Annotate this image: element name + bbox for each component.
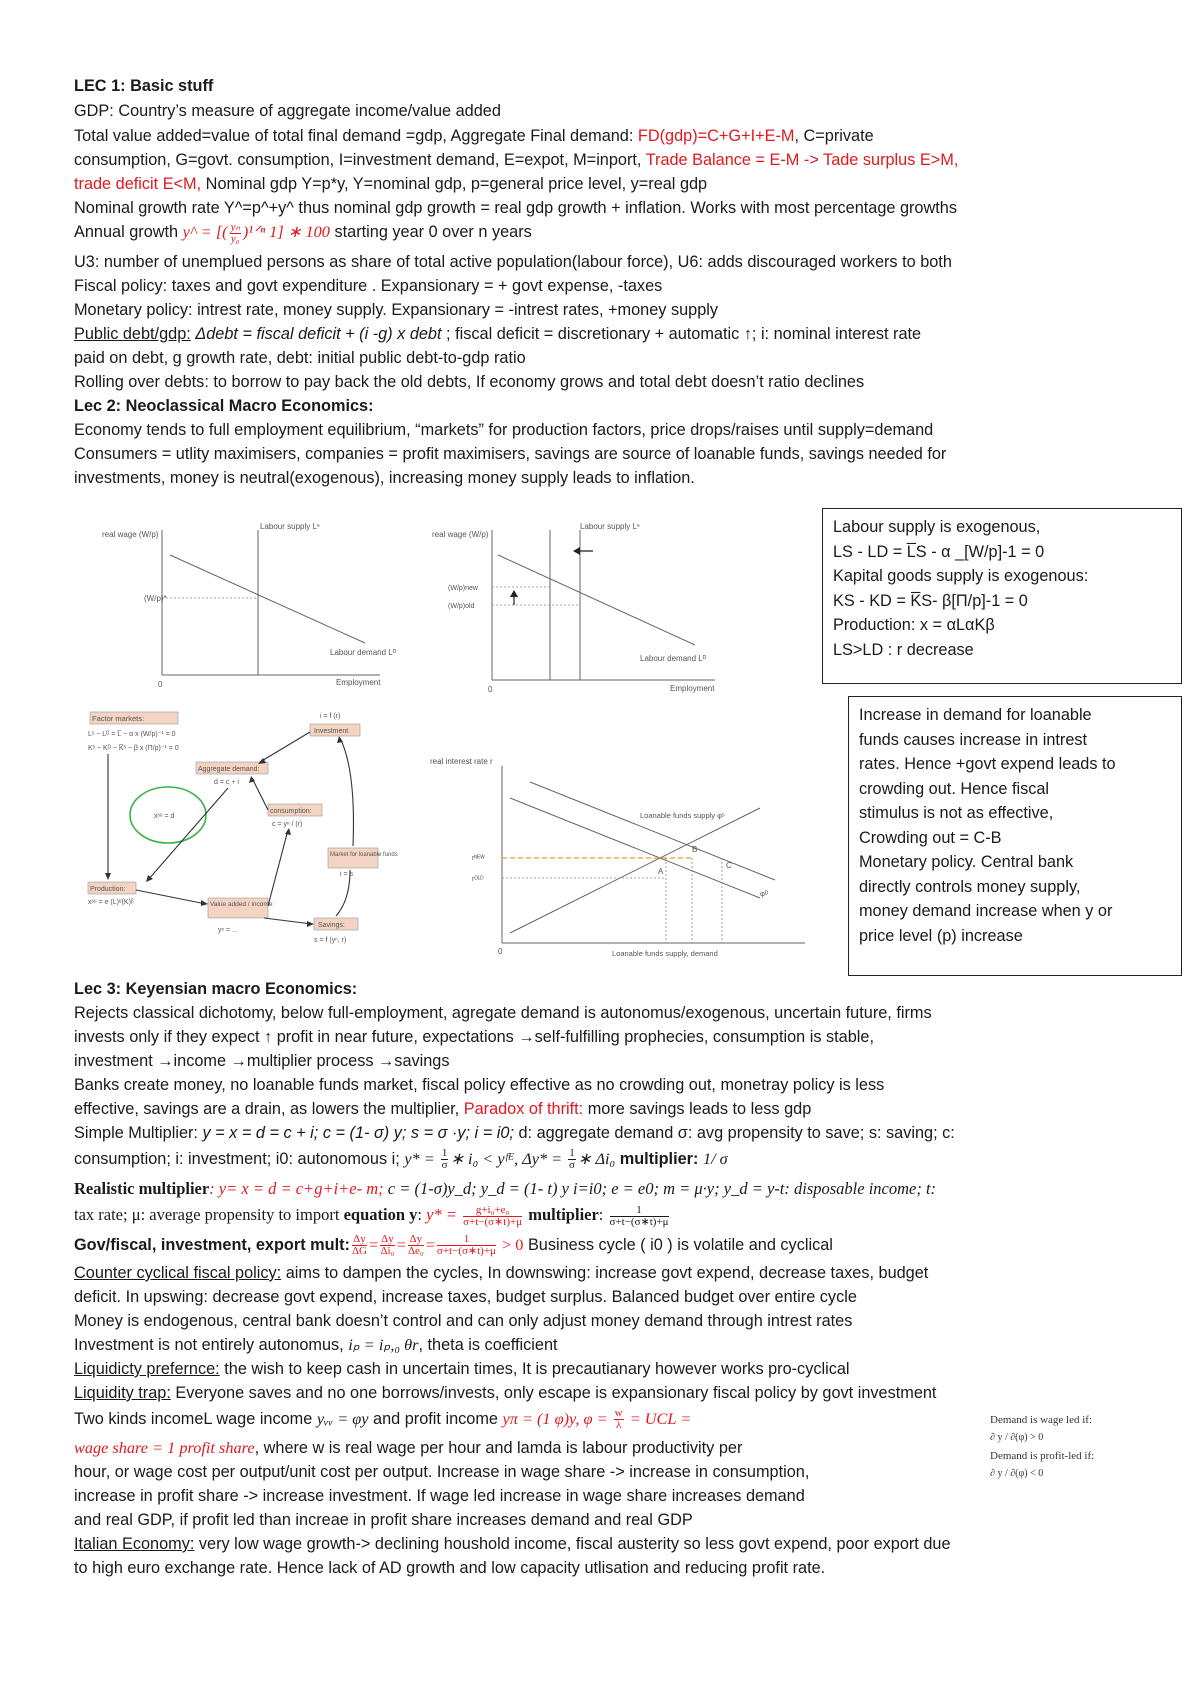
lec1-debt bbox=[74, 322, 921, 346]
text: consumption; i: investment; i0: autonomous i; bbox=[74, 1150, 405, 1168]
text: starting year 0 over n years bbox=[329, 223, 532, 241]
box-line: directly controls money supply, bbox=[859, 877, 1081, 896]
labour-demand-line bbox=[170, 555, 365, 643]
lec1-total-value-line bbox=[74, 124, 874, 148]
greater-than-zero: > 0 bbox=[497, 1235, 524, 1254]
labour-demand-line bbox=[498, 555, 695, 645]
flow-arrows bbox=[108, 732, 353, 924]
text: consumption, G=govt. consumption, I=investment demand, E=expot, M=inport, bbox=[74, 151, 646, 169]
paradox-of-thrift: Paradox of thrift: bbox=[463, 1100, 584, 1118]
box-line: KS - KD = K̅S- β[Π/p]-1 = 0 bbox=[833, 591, 1028, 610]
lec2-line2: Consumers = utlity maximisers, companies = profit maximisers, savings are source of loanable funds, savings needed for bbox=[74, 445, 947, 463]
factor-eq-1: Lˢ − Lᴰ = L̅ − α x (W/p)⁻¹ = 0 bbox=[88, 731, 176, 738]
text: Total value added=value of total final demand =gdp, Aggregate Final demand: bbox=[74, 127, 638, 145]
lec1-fiscal: Fiscal policy: taxes and govt expenditure . Expansionary = + govt expense, -taxes bbox=[74, 277, 663, 295]
numerator: Δy bbox=[409, 1233, 423, 1246]
denominator: ΔG bbox=[351, 1245, 367, 1258]
production-label: Production: bbox=[90, 886, 126, 893]
lec3-title: Lec 3: Keyensian macro Economics: bbox=[74, 980, 358, 998]
numerator: w bbox=[614, 1407, 623, 1420]
denominator: σ bbox=[441, 1159, 448, 1172]
text: d: aggregate demand σ: avg propensity to save; s: saving; c: bbox=[513, 1124, 955, 1142]
text: the wish to keep cash in uncertain times, It is precautianary however works pro-cyclical bbox=[219, 1360, 850, 1378]
consumption-eq: c = yⁿ / (r) bbox=[272, 821, 303, 828]
point-b: B bbox=[692, 845, 698, 854]
consumption-label: consumption: bbox=[270, 808, 312, 815]
production-eq: xˢᵘ = e (L)ᵅ(K)ᵝ bbox=[88, 899, 134, 906]
shift-arrow-head bbox=[573, 547, 580, 555]
box-line: Production: x = αLαKβ bbox=[833, 616, 995, 634]
lec2-line1: Economy tends to full employment equilibrium, “markets” for production factors, price drops/raises until supply=demand bbox=[74, 421, 934, 439]
box-line: Monetary policy. Central bank bbox=[859, 853, 1074, 871]
final-demand-formula: FD(gdp)=C+G+I+E-M bbox=[637, 127, 795, 145]
text: very low wage growth-> declining houshold income, fiscal austerity so less govt expend, poor export due bbox=[194, 1535, 951, 1553]
multiplier-label: multiplier: bbox=[615, 1150, 703, 1168]
fraction bbox=[610, 1205, 669, 1228]
value-added-eq: yⁿ = ... bbox=[218, 927, 238, 934]
arrow-head bbox=[337, 736, 343, 743]
lec1-growth: Nominal growth rate Y^=p^+y^ thus nominal gdp growth = real gdp growth + inflation. Works with most percentage growths bbox=[74, 199, 957, 217]
lec1-annual-growth bbox=[74, 220, 532, 245]
labour-market-graph-1 bbox=[100, 515, 397, 690]
neoclassical-flow-diagram bbox=[88, 710, 398, 950]
fraction bbox=[437, 1234, 496, 1257]
point-c: C bbox=[726, 861, 732, 870]
lec1-u3: U3: number of unemplued persons as share of total active population(labour force), U6: adds discouraged workers to both bbox=[74, 253, 952, 271]
wage-led-label: Demand is wage led if: bbox=[990, 1414, 1093, 1426]
lec3-italian-economy-2: to high euro exchange rate. Hence lack of AD growth and low capacity utlisation and reducing profit rate. bbox=[74, 1559, 826, 1577]
loanable-funds-market-eq: i = s bbox=[340, 871, 354, 878]
lec3-counter-cyclical-2: deficit. In upswing: decrease govt expend, increase taxes, budget surplus. Balanced budget over entire cycle bbox=[74, 1288, 857, 1306]
box-line: Crowding out = C-B bbox=[859, 828, 1002, 847]
arrow-head bbox=[105, 873, 111, 880]
text: Business cycle ( i0 ) is volatile and cyclical bbox=[523, 1236, 833, 1254]
lec3-line1: Rejects classical dichotomy, below full-employment, agregate demand is autonomus/exogenous, uncertain future, firms bbox=[74, 1004, 932, 1022]
realistic-multiplier-label: Realistic multiplier bbox=[74, 1179, 210, 1198]
fraction bbox=[441, 1148, 449, 1171]
box-line: Labour supply is exogenous, bbox=[833, 518, 1041, 536]
arrow bbox=[148, 788, 228, 880]
equals: = bbox=[396, 1235, 406, 1254]
equals: = bbox=[425, 1235, 435, 1254]
realistic-equation: : y= x = d = c+g+i+e- m; bbox=[209, 1179, 384, 1198]
box-line: funds causes increase in intrest bbox=[859, 730, 1088, 749]
formula-part: ∗ i₀ < yᶠᴱ, bbox=[450, 1149, 519, 1168]
denominator: Δi₀ bbox=[380, 1245, 395, 1258]
arrow bbox=[136, 890, 206, 904]
lec3-line5 bbox=[74, 1097, 811, 1121]
lec3-gov-multiplier bbox=[74, 1233, 833, 1257]
box-line: price level (p) increase bbox=[859, 926, 1023, 945]
box-line: Increase in demand for loanable bbox=[859, 706, 1092, 724]
savings-label: Savings: bbox=[318, 922, 345, 929]
arrow bbox=[260, 732, 310, 762]
lec3-investment bbox=[74, 1333, 558, 1357]
factor-eq-2: Kˢ − Kᴰ − K̅ˢ − β x (Π/p)⁻¹ = 0 bbox=[88, 745, 179, 752]
box-line: money demand increase when y or bbox=[859, 902, 1113, 920]
fraction bbox=[352, 1234, 367, 1257]
numerator: 1 bbox=[441, 1147, 448, 1160]
loanable-funds-box bbox=[848, 696, 1182, 976]
supply-label: Labour supply Lˢ bbox=[580, 522, 640, 531]
new-wage-tick: (W/p)new bbox=[448, 585, 478, 592]
numerator: Δy bbox=[353, 1233, 366, 1246]
box-line: LS>LD : r decrease bbox=[833, 640, 974, 659]
trade-balance: Trade Balance = E-M -> Tade surplus E>M, bbox=[645, 151, 959, 169]
arrow-head bbox=[201, 900, 208, 906]
text: aims to dampen the cycles, In downswing: increase govt expend, decrease taxes, budget bbox=[281, 1264, 929, 1282]
lec3-line2: invests only if they expect ↑ profit in near future, expectations →self-fulfilling prophecies, consumption is stable, bbox=[74, 1028, 874, 1046]
equilibrium-wage-tick: (W/p)* bbox=[144, 594, 167, 603]
text: : bbox=[417, 1205, 427, 1224]
text: and profit income bbox=[368, 1410, 503, 1428]
lec3-line4: Banks create money, no loanable funds market, fiscal policy effective as no crowding out, monetray policy is less bbox=[74, 1076, 885, 1094]
profit-income-formula: yπ = (1 φ)y, φ = bbox=[502, 1409, 612, 1428]
underlined-term: Public debt/gdp: bbox=[74, 325, 191, 343]
text: Two kinds incomeL wage income bbox=[74, 1410, 317, 1428]
lec3-wage-share-2: hour, or wage cost per output/unit cost per output. Increase in wage share -> increase in consumption, bbox=[74, 1463, 810, 1481]
loanable-funds-graph bbox=[430, 748, 810, 958]
labour-supply-box bbox=[822, 508, 1182, 684]
r-new-tick: rᴺᴱᵂ bbox=[472, 855, 485, 862]
lec2-title: Lec 2: Neoclassical Macro Economics: bbox=[74, 397, 374, 415]
lec3-liquidity-preference bbox=[74, 1357, 850, 1381]
y-axis-label: real wage (W/p) bbox=[432, 530, 489, 539]
aggregate-demand-title: Aggregate demand: bbox=[198, 766, 260, 773]
text: Investment is not entirely autonomus, bbox=[74, 1336, 349, 1354]
annual-growth-formula bbox=[182, 220, 330, 245]
lec3-wage-share-3: increase in profit share -> increase investment. If wage led increase in wage share increases demand bbox=[74, 1487, 805, 1505]
lec3-line3: investment →income →multiplier process →savings bbox=[74, 1052, 450, 1070]
fraction bbox=[463, 1205, 522, 1228]
lec3-two-kinds bbox=[74, 1407, 691, 1431]
formula-part: y* = bbox=[404, 1149, 439, 1168]
investment-formula: iₚ = iₚ,₀ θr bbox=[348, 1335, 419, 1354]
aggregate-demand-eq: d = c + i bbox=[214, 779, 239, 786]
fraction bbox=[408, 1234, 424, 1257]
factor-markets-title: Factor markets: bbox=[92, 714, 145, 723]
profit-led-formula: ∂ y / ∂(φ) < 0 bbox=[990, 1468, 1044, 1479]
wage-led-formula: ∂ y / ∂(φ) > 0 bbox=[990, 1432, 1044, 1443]
arrow-head bbox=[307, 921, 314, 927]
equals: = bbox=[368, 1235, 379, 1254]
investment-label: Investment bbox=[314, 728, 349, 735]
formula-part: )¹ᐟⁿ 1] ∗ 100 bbox=[242, 222, 330, 241]
multiplier-label: multiplier bbox=[524, 1205, 599, 1224]
formula-part: y^ = [( bbox=[182, 222, 228, 241]
denominator: Δe₀ bbox=[407, 1245, 424, 1258]
trade-deficit: trade deficit E<M, bbox=[74, 175, 202, 193]
text: , theta is coefficient bbox=[418, 1336, 558, 1354]
old-wage-tick: (W/p)old bbox=[448, 603, 475, 610]
box-line: LS - LD = L̅S - α _[W/p]-1 = 0 bbox=[833, 542, 1045, 561]
numerator: 1 bbox=[569, 1147, 575, 1160]
lec3-realistic-multiplier bbox=[74, 1177, 936, 1201]
lec1-gdp: GDP: Country’s measure of aggregate income/value added bbox=[74, 102, 501, 120]
denominator: σ bbox=[569, 1159, 575, 1172]
numerator: g+i₀+e₀ bbox=[463, 1205, 522, 1217]
lec1-rolling: Rolling over debts: to borrow to pay back the old debts, If economy grows and total debt doesn’t ratio declines bbox=[74, 373, 865, 391]
x-axis-label: Loanable funds supply, demand bbox=[612, 949, 718, 958]
denominator: σ+t−(σ∗t)+μ bbox=[463, 1215, 523, 1228]
box-line: Kapital goods supply is exogenous: bbox=[833, 567, 1089, 585]
supply-line bbox=[510, 808, 760, 933]
equation-label: equation y bbox=[343, 1205, 418, 1224]
lec3-tax-rate bbox=[74, 1203, 671, 1228]
text: ; fiscal deficit = discretionary + automatic ↑; i: nominal interest rate bbox=[441, 325, 922, 343]
numerator: Δy bbox=[381, 1233, 394, 1246]
fraction bbox=[380, 1234, 395, 1257]
fraction bbox=[614, 1408, 624, 1431]
box-line: stimulus is not as effective, bbox=[859, 804, 1054, 822]
text: Annual growth bbox=[74, 223, 183, 241]
investment-function: i = f (r) bbox=[320, 713, 341, 720]
denominator: λ bbox=[615, 1419, 622, 1432]
origin-label: 0 bbox=[488, 685, 493, 694]
numerator: 1 bbox=[437, 1234, 496, 1246]
underlined-term: Liquidicty prefernce: bbox=[74, 1360, 220, 1378]
text: Everyone saves and no one borrows/invests, only escape is expansionary fiscal policy by govt investment bbox=[170, 1384, 937, 1402]
demand-label: φᴰ bbox=[760, 889, 769, 898]
wage-share-formula: wage share = 1 profit share bbox=[74, 1438, 255, 1457]
x-axis-label: Employment bbox=[336, 678, 381, 687]
text: Nominal gdp Y=p*y, Y=nominal gdp, p=general price level, y=real gdp bbox=[201, 175, 708, 193]
lec1-consumption-line bbox=[74, 148, 958, 172]
text: effective, savings are a drain, as lowers the multiplier, bbox=[74, 1100, 464, 1118]
lec3-simple-multiplier-2 bbox=[74, 1147, 728, 1171]
text: , C=private bbox=[794, 127, 874, 145]
y-axis-label: real wage (W/p) bbox=[102, 530, 159, 539]
lec3-counter-cyclical bbox=[74, 1261, 928, 1285]
r-old-tick: rᴼᴸᴰ bbox=[472, 876, 484, 883]
value-added-label: Value added / income: bbox=[210, 901, 275, 908]
gov-multiplier-label: Gov/fiscal, investment, export mult: bbox=[74, 1236, 350, 1254]
simple-multiplier-equations: y = x = d = c + i; c = (1- σ) y; s = σ ·y; i = i0; bbox=[202, 1124, 514, 1142]
underlined-term: Italian Economy: bbox=[74, 1535, 195, 1553]
numerator: yₙ bbox=[230, 220, 240, 233]
new-demand-line bbox=[530, 782, 775, 880]
text: tax rate; μ: average propensity to import bbox=[74, 1205, 344, 1224]
box-line: rates. Hence +govt expend leads to bbox=[859, 755, 1116, 773]
formula-part: ∗ Δi₀ bbox=[577, 1149, 616, 1168]
lec3-italian-economy bbox=[74, 1532, 951, 1556]
box-line: crowding out. Hence fiscal bbox=[859, 779, 1050, 798]
circle-eq: xˢᵘ = d bbox=[154, 813, 175, 820]
lec1-debt2: paid on debt, g growth rate, debt: initial public debt-to-gdp ratio bbox=[74, 349, 526, 367]
arrow bbox=[264, 918, 312, 924]
demand-label: Labour demand Lᴰ bbox=[640, 654, 707, 663]
lec3-wage-share-4: and real GDP, if profit led than increae in profit share increases demand and real GDP bbox=[74, 1511, 693, 1529]
origin-label: 0 bbox=[158, 680, 163, 689]
denominator: σ+t−(σ∗t)+μ bbox=[436, 1245, 496, 1258]
denominator: y₀ bbox=[230, 232, 240, 245]
labour-market-graph-2 bbox=[430, 515, 720, 695]
fraction bbox=[230, 222, 241, 245]
point-a: A bbox=[658, 867, 664, 876]
arrow-head bbox=[285, 828, 291, 835]
lec3-liquidity-trap bbox=[74, 1381, 936, 1405]
loanable-funds-market-box bbox=[328, 848, 378, 868]
lec1-monetary: Monetary policy: intrest rate, money supply. Expansionary = -intrest rates, +money supply bbox=[74, 301, 719, 319]
denominator: σ+t−(σ∗t)+μ bbox=[609, 1215, 669, 1228]
text: c = (1-σ)y_d; y_d = (1- t) y i=i0; e = e0; m = μ·y; y_d = y-t: disposable income; t: bbox=[383, 1179, 937, 1198]
lec3-wage-share bbox=[74, 1436, 742, 1460]
x-axis-label: Employment bbox=[670, 684, 715, 693]
fraction bbox=[568, 1148, 576, 1171]
wage-income-formula: yᵥᵥ = φy bbox=[316, 1409, 369, 1428]
y-axis-label: real interest rate r bbox=[430, 757, 493, 766]
demand-label: Labour demand Lᴰ bbox=[330, 648, 397, 657]
rise-arrow-head bbox=[510, 590, 518, 597]
text: more savings leads to less gdp bbox=[583, 1100, 812, 1118]
lec1-deficit-line bbox=[74, 172, 707, 196]
colon: : bbox=[598, 1205, 608, 1224]
debt-formula: Δdebt = fiscal deficit + (i -g) x debt bbox=[190, 325, 442, 343]
numerator: 1 bbox=[610, 1205, 669, 1217]
arrow bbox=[268, 830, 288, 906]
text: Simple Multiplier: bbox=[74, 1124, 203, 1142]
underlined-term: Liquidity trap: bbox=[74, 1384, 171, 1402]
underlined-term: Counter cyclical fiscal policy: bbox=[74, 1264, 282, 1282]
formula-part: y* = bbox=[426, 1205, 462, 1224]
supply-label: Loanable funds supply φˢ bbox=[640, 811, 725, 820]
text: , where w is real wage per hour and lamda is labour productivity per bbox=[254, 1439, 743, 1457]
lec3-simple-multiplier bbox=[74, 1121, 955, 1145]
arrow bbox=[252, 778, 268, 810]
lec3-money: Money is endogenous, central bank doesn’t control and can only adjust money demand through intrest rates bbox=[74, 1312, 853, 1330]
formula-part: Δy* = bbox=[518, 1149, 567, 1168]
lec1-title: LEC 1: Basic stuff bbox=[74, 77, 214, 95]
loanable-funds-market-label: Market for loanable funds bbox=[330, 852, 398, 858]
origin-label: 0 bbox=[498, 947, 503, 956]
ucl-formula: = UCL = bbox=[625, 1409, 692, 1428]
savings-eq: s = f (yⁿ, r) bbox=[314, 937, 347, 944]
arrow bbox=[340, 738, 353, 846]
multiplier-value: 1/ σ bbox=[702, 1149, 728, 1168]
lec2-line3: investments, money is neutral(exogenous), increasing money supply leads to inflation. bbox=[74, 469, 695, 487]
supply-label: Labour supply Lˢ bbox=[260, 522, 320, 531]
profit-led-label: Demand is profit-led if: bbox=[990, 1450, 1095, 1462]
